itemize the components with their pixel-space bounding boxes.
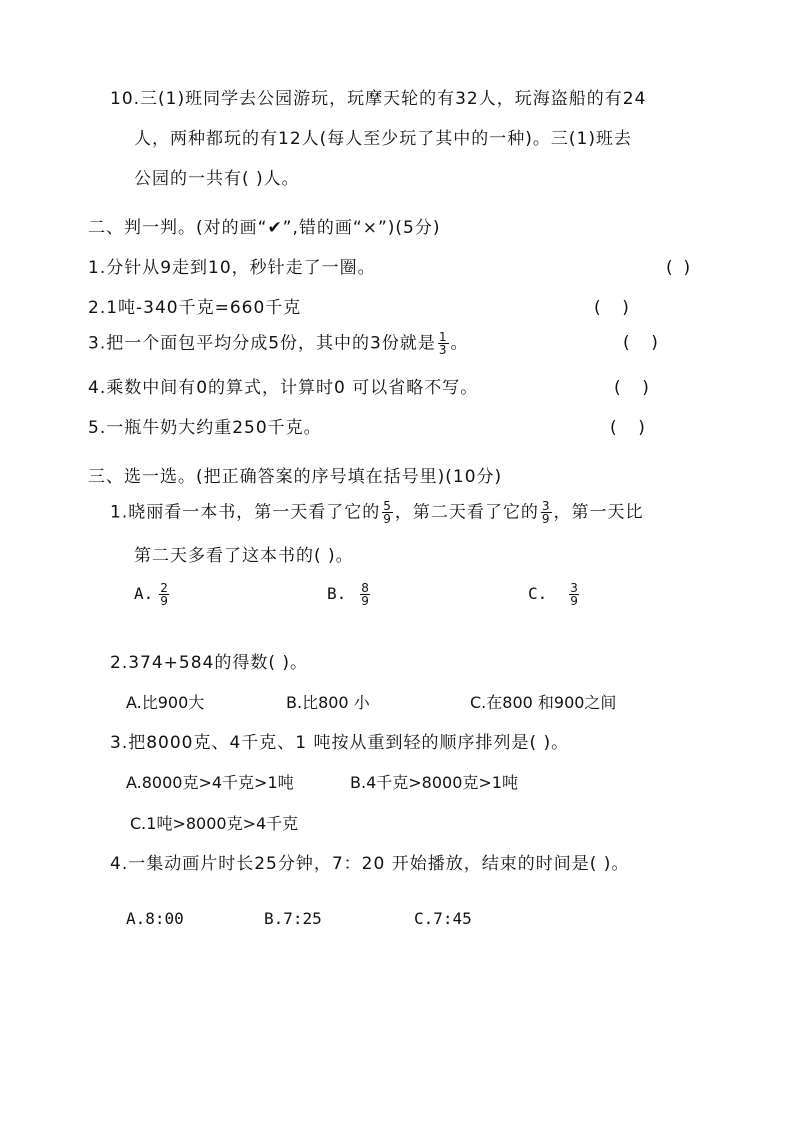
q10-line2: 人，两种都玩的有12人(每人至少玩了其中的一种)。三(1)班去 (134, 129, 632, 149)
option-label: B. (327, 584, 347, 603)
option-label: C. (528, 584, 548, 603)
fraction-numerator: 5 (383, 499, 392, 513)
judge-item-2: 2.1吨-340千克=660千克 (88, 298, 302, 318)
judge-item-3-end: 。 (450, 333, 469, 354)
choice-q1-option-c[interactable] (528, 582, 581, 607)
fraction-denominator: 9 (383, 512, 392, 526)
choice-q1-option-a[interactable] (134, 582, 171, 607)
judge-answer-2[interactable]: ( ) (594, 298, 629, 318)
fraction-numerator: 2 (160, 581, 168, 595)
fraction-denominator: 9 (160, 594, 168, 608)
judge-answer-4[interactable]: ( ) (614, 378, 649, 398)
fraction (382, 500, 393, 525)
judge-item-5: 5.一瓶牛奶大约重250千克。 (88, 418, 322, 438)
choice-q1-part2: ，第二天看了它的 (394, 502, 539, 523)
choice-q1-line1 (110, 500, 644, 525)
q10-line3: 公园的一共有( )人。 (134, 169, 300, 189)
choice-q4-option-c[interactable]: C.7:45 (414, 909, 472, 928)
fraction (569, 582, 579, 607)
judge-item-1: 1.分针从9走到10，秒针走了一圈。 (88, 258, 376, 278)
choice-q3-option-b[interactable]: B.4千克>8000克>1吨 (350, 773, 518, 792)
judge-answer-3[interactable]: ( ) (623, 333, 658, 353)
judge-item-3-text: 3.把一个面包平均分成5份，其中的3份就是 (88, 333, 436, 354)
section3-heading: 三、选一选。(把正确答案的序号填在括号里)(10分) (88, 467, 503, 487)
fraction-numerator: 3 (570, 581, 578, 595)
fraction (360, 582, 370, 607)
choice-q2: 2.374+584的得数( )。 (110, 653, 309, 673)
fraction (438, 331, 449, 356)
choice-q2-option-b[interactable]: B.比800 小 (286, 693, 370, 712)
choice-q1-line2: 第二天多看了这本书的( )。 (134, 546, 354, 566)
fraction-denominator: 3 (438, 343, 448, 357)
fraction-numerator: 8 (361, 581, 369, 595)
fraction (541, 500, 552, 525)
choice-q3: 3.把8000克、4千克、1 吨按从重到轻的顺序排列是( )。 (110, 733, 570, 753)
judge-answer-1[interactable]: ( ) (666, 258, 691, 278)
choice-q4-option-a[interactable]: A.8:00 (126, 909, 184, 928)
q10-line1: 10.三(1)班同学去公园游玩，玩摩天轮的有32人，玩海盗船的有24 (110, 89, 647, 109)
fraction-denominator: 9 (541, 512, 551, 526)
choice-q1-option-b[interactable] (327, 582, 372, 607)
fraction-numerator: 1 (438, 330, 448, 344)
choice-q2-option-c[interactable]: C.在800 和900之间 (470, 693, 617, 712)
judge-answer-5[interactable]: ( ) (610, 418, 645, 438)
choice-q1-part1: 1.晓丽看一本书，第一天看了它的 (110, 502, 381, 523)
judge-item-3 (88, 331, 469, 356)
fraction-denominator: 9 (570, 594, 578, 608)
section2-heading: 二、判一判。(对的画“✔”,错的画“×”)(5分) (88, 218, 441, 238)
fraction (159, 582, 169, 607)
fraction-denominator: 9 (361, 594, 369, 608)
option-label: A. (134, 584, 154, 603)
choice-q3-option-a[interactable]: A.8000克>4千克>1吨 (126, 773, 294, 792)
choice-q1-part3: ，第一天比 (553, 502, 644, 523)
choice-q2-option-a[interactable]: A.比900大 (126, 693, 205, 712)
choice-q4-option-b[interactable]: B.7:25 (264, 909, 322, 928)
choice-q4: 4.一集动画片时长25分钟，7：20 开始播放，结束的时间是( )。 (110, 854, 630, 874)
judge-item-4: 4.乘数中间有0的算式，计算时0 可以省略不写。 (88, 378, 479, 398)
fraction-numerator: 3 (541, 499, 551, 513)
choice-q3-option-c[interactable]: C.1吨>8000克>4千克 (130, 814, 299, 833)
